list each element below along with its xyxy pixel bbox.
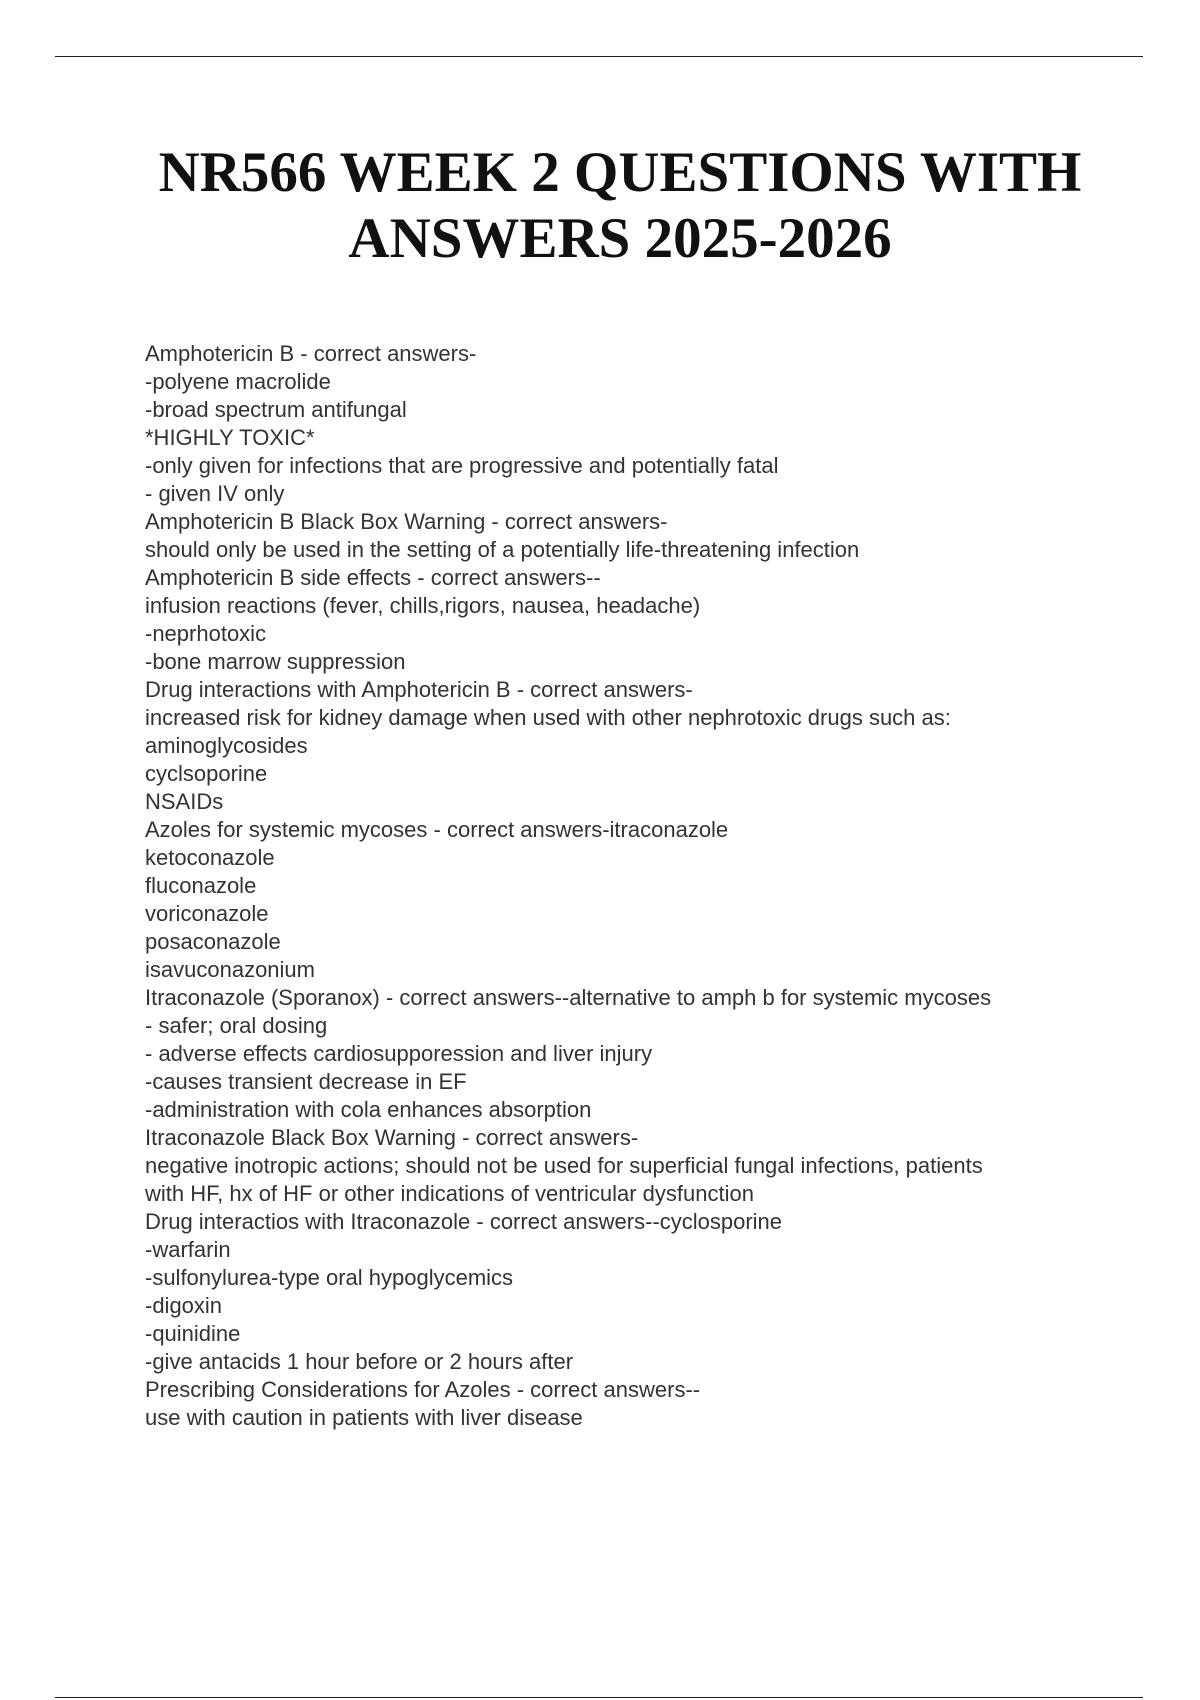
text-line: -only given for infections that are progressive and potentially fatal (145, 453, 779, 478)
text-line: Itraconazole Black Box Warning - correct answers- (145, 1125, 639, 1150)
text-line: cyclsoporine (145, 761, 268, 786)
text-line: -give antacids 1 hour before or 2 hours after (145, 1349, 574, 1374)
text-line: -bone marrow suppression (145, 649, 406, 674)
text-line: voriconazole (145, 901, 269, 926)
text-line: -quinidine (145, 1321, 241, 1346)
text-line: Drug interactions with Amphotericin B - correct answers- (145, 677, 693, 702)
text-line: NSAIDs (145, 789, 224, 814)
text-line: Itraconazole (Sporanox) - correct answers--alternative to amph b for systemic mycoses (145, 985, 992, 1010)
text-line: -digoxin (145, 1293, 223, 1318)
document-body (145, 340, 1145, 1432)
text-line: Drug interactios with Itraconazole - correct answers--cyclosporine (145, 1209, 783, 1234)
text-line: isavuconazonium (145, 957, 315, 982)
text-line: aminoglycosides (145, 733, 308, 758)
text-line: Azoles for systemic mycoses - correct answers-itraconazole (145, 817, 729, 842)
text-line: should only be used in the setting of a potentially life-threatening infection (145, 537, 860, 562)
text-line: - given IV only (145, 481, 285, 506)
bottom-rule (55, 1697, 1143, 1698)
text-line: fluconazole (145, 873, 257, 898)
document-title (60, 140, 1180, 272)
text-line: infusion reactions (fever, chills,rigors, nausea, headache) (145, 593, 701, 618)
text-line: -sulfonylurea-type oral hypoglycemics (145, 1265, 514, 1290)
text-line: Amphotericin B Black Box Warning - correct answers- (145, 509, 668, 534)
text-line: -neprhotoxic (145, 621, 267, 646)
title-line-1: NR566 WEEK 2 QUESTIONS WITH (158, 141, 1082, 204)
text-line: -broad spectrum antifungal (145, 397, 407, 422)
text-line: *HIGHLY TOXIC* (145, 425, 315, 450)
text-line: -administration with cola enhances absorption (145, 1097, 592, 1122)
text-line: increased risk for kidney damage when used with other nephrotoxic drugs such as: (145, 705, 951, 730)
text-line: use with caution in patients with liver disease (145, 1405, 583, 1430)
title-line-2: ANSWERS 2025-2026 (348, 207, 892, 270)
text-line: - adverse effects cardiosupporession and liver injury (145, 1041, 653, 1066)
text-line: posaconazole (145, 929, 281, 954)
text-line: -polyene macrolide (145, 369, 331, 394)
text-line: -causes transient decrease in EF (145, 1069, 467, 1094)
text-line: Prescribing Considerations for Azoles - correct answers-- (145, 1377, 701, 1402)
text-line: -warfarin (145, 1237, 231, 1262)
top-rule (55, 56, 1143, 57)
text-line: Amphotericin B side effects - correct answers-- (145, 565, 601, 590)
text-line: - safer; oral dosing (145, 1013, 328, 1038)
text-line: negative inotropic actions; should not be used for superficial fungal infections, patients (145, 1153, 983, 1178)
text-line: ketoconazole (145, 845, 275, 870)
text-line: Amphotericin B - correct answers- (145, 341, 477, 366)
text-line: with HF, hx of HF or other indications of ventricular dysfunction (145, 1181, 754, 1206)
